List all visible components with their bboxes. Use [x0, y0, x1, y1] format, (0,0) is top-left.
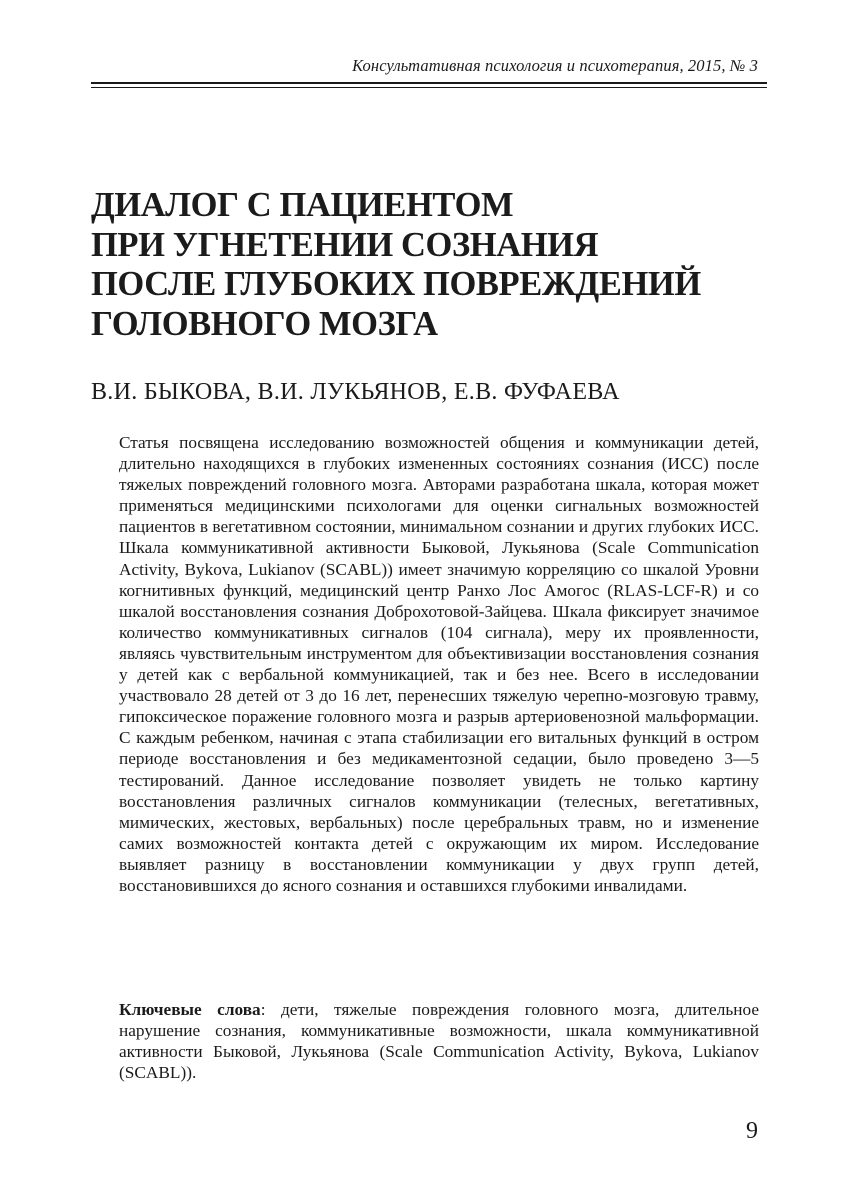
title-line: ДИАЛОГ С ПАЦИЕНТОМ	[91, 186, 514, 224]
keywords-paragraph	[119, 999, 759, 1083]
keywords-label: Ключевые слова	[119, 1000, 261, 1019]
title-line: ПРИ УГНЕТЕНИИ СОЗНАНИЯ	[91, 225, 599, 264]
keywords-text: : дети, тяжелые повреждения головного мозга, длительное нарушение сознания, коммуникативные возможности, шкала коммуникативной активности Быковой, Лукьянова (Scale Communication Activity, Bykova, Lukianov (SCABL)).	[119, 1000, 759, 1083]
page-number: 9	[746, 1118, 758, 1144]
article-authors: В.И. БЫКОВА, В.И. ЛУКЬЯНОВ, Е.В. ФУФАЕВА	[91, 379, 620, 405]
title-line: ГОЛОВНОГО МОЗГА	[91, 304, 438, 343]
header-rule-thin	[91, 87, 767, 88]
title-line: ПОСЛЕ ГЛУБОКИХ ПОВРЕЖДЕНИЙ	[91, 265, 701, 303]
abstract-paragraph: Статья посвящена исследованию возможностей общения и коммуникации детей, длительно находящихся в глубоких измененных состояниях сознания (ИСС) после тяжелых повреждений головного мозга. Авторами разработана шкала, которая может применяться медицинскими психологами для оценки сигнальных возможностей пациентов в вегетативном состоянии, минимальном сознании и других глубоких ИСС. Шкала коммуникативной активности Быковой, Лукьянова (Scale Communication Activity, Bykova, Lukianov (SCABL)) имеет значимую корреляцию со шкалой Уровни когнитивных функций, медицинский центр Ранхо Лос Амогос (RLAS-LCF-R) и со шкалой восстановления сознания Доброхотовой-Зайцева. Шкала фиксирует значимое количество коммуникативных сигналов (104 сигнала), меру их проявленности, являясь чувствительным инструментом для объективизации восстановления сознания у детей как с вербальной коммуникацией, так и без нее. Всего в исследовании участвовало 28 детей от 3 до 16 лет, перенесших тяжелую черепно-мозговую травму, гипоксическое поражение головного мозга и разрыв артериовенозной мальформации. С каждым ребенком, начиная с этапа стабилизации его витальных функций в остром периоде восстановления и без медикаментозной седации, было проведено 3—5 тестирований. Данное исследование позволяет увидеть не только картину восстановления различных сигналов коммуникации (телесных, вегетативных, мимических, жестовых, вербальных) после церебральных травм, но и изменение самих возможностей контакта детей с окружающим их миром. Исследование выявляет разницу в восстановлении коммуникации у двух групп детей, восстановившихся до ясного сознания и оставшихся глубокими инвалидами.	[119, 433, 759, 895]
header-rule-thick	[91, 82, 767, 84]
running-head-journal: Консультативная психология и психотерапия, 2015, № 3	[352, 56, 758, 75]
article-title	[91, 186, 771, 344]
